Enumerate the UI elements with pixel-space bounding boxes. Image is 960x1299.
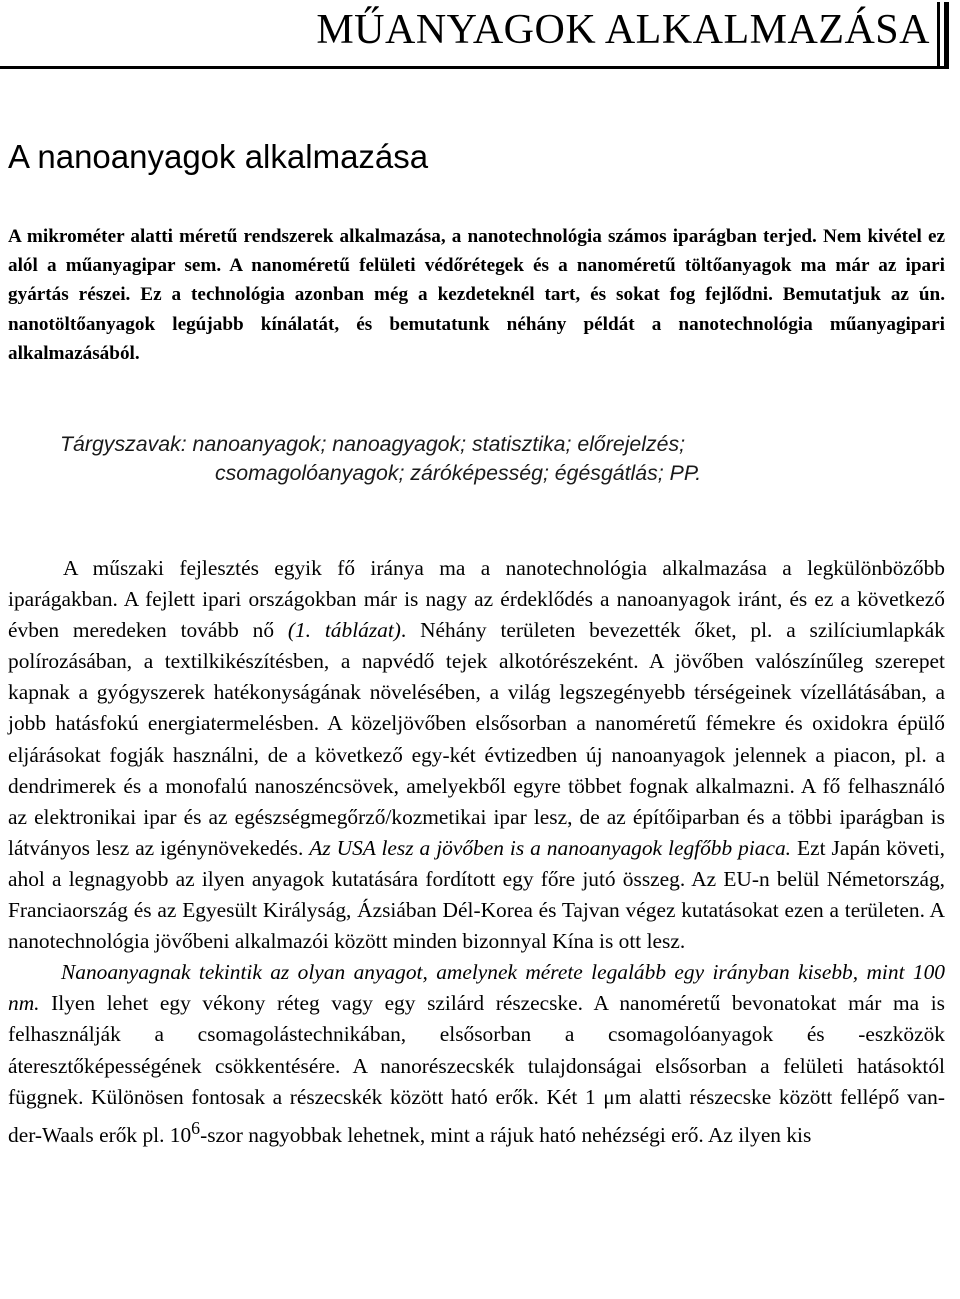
paragraph-2-text-b: m alatti részecske között fellépő van-der-Waals erők pl. 10 bbox=[8, 1084, 945, 1147]
header-bar-thick bbox=[944, 2, 949, 66]
header-rule bbox=[0, 66, 949, 69]
paragraph-1-text-a: A műszaki fejlesztés egyik fő iránya ma a nanotechnológia alkalmazása a legkülönbözőbb iparágakban. A fejlett ipari országokban már is nagy az érdeklődés a nanoanyagok iránt, és ez a következő évben meredeken tovább nő bbox=[8, 556, 945, 643]
paragraph-2 bbox=[8, 957, 945, 1151]
keywords-line-1: Tárgyszavak: nanoanyagok; nanoagyagok; statisztika; előrejelzés; bbox=[60, 432, 686, 456]
body-text bbox=[8, 553, 945, 1151]
paragraph-1-emphasis: Az USA lesz a jövőben is a nanoanyagok legfőbb piaca. bbox=[309, 835, 792, 860]
paragraph-2-text-c: -szor nagyobbak lehetnek, mint a rájuk ható nehézségi erő. Az ilyen kis bbox=[200, 1122, 812, 1147]
paragraph-2-definition: Nanoanyagnak tekintik az olyan anyagot, amelynek mérete legalább egy irányban kisebb, mint 100 nm. bbox=[8, 960, 945, 1016]
keywords-line-2: csomagolóanyagok; záróképesség; égésgátlás; PP. bbox=[215, 461, 702, 485]
running-header bbox=[0, 0, 960, 60]
article-title: A nanoanyagok alkalmazása bbox=[8, 138, 429, 175]
paragraph-1-text-c: Ezt Japán követi, ahol a legnagyobb az ilyen anyagok kutatására fordított egy főre jutó összeg. Az EU-n belül Németország, Franciaország és az Egyesült Királyság, Ázsiában Dél-Korea és Tajvan végez kutatásokat ezen a területen. A nanotechnológia jövőbeni alkalmazói között minden bizonnyal Kína is ott lesz. bbox=[8, 835, 945, 954]
exponent: 6 bbox=[191, 1117, 201, 1138]
abstract: A mikrométer alatti méretű rendszerek alkalmazása, a nanotechnológia számos iparágban terjed. Nem kivétel ez alól a műanyagipar sem. A nanoméretű felületi védőrétegek és a nanoméretű töltőanyagok ma már az ipari gyártás részei. Ez a technológia azonban még a kezdeteknél tart, és sokat fog fejlődni. Bemutatjuk az ún. nanotöltőanyagok legújabb kínálatát, és bemutatunk néhány példát a nanotechnológia műanyagipari alkalmazásából. bbox=[8, 226, 945, 364]
running-header-title: MŰANYAGOK ALKALMAZÁSA bbox=[316, 7, 930, 53]
keywords bbox=[60, 430, 900, 488]
header-bar-thin bbox=[937, 2, 940, 66]
paragraph-1 bbox=[8, 553, 945, 957]
paragraph-1-text-b: . Néhány területen bevezették őket, pl. a szilíciumlapkák polírozásában, a textilkikészítésben, a napvédő tejek alkotórészeként. A jövőben valószínűleg szerepet kapnak a gyógyszerek hatékonyságának növelésében, a világ legszegényebb térségeinek vízellátásában, a jobb hatásfokú energiatermelésben. A közeljövőben elsősorban a nanoméretű fémekre és oxidokra épülő eljárásokat fogják használni, de a következő egy-két évtizedben új nanoanyagok jelennek a piacon, pl. a dendrimerek és a monofalú nanoszéncsövek, amelyekből egyre többet fognak alkalmazni. A fő felhasználó az elektronikai ipar és az egészségmegőrző/kozmetikai ipar lesz, de az építőiparban és a többi iparágban is látványos lesz az igénynövekedés. bbox=[8, 618, 945, 860]
table-reference: (1. táblázat) bbox=[287, 618, 401, 643]
micro-symbol: μ bbox=[603, 1084, 615, 1109]
paragraph-2-text-a: Ilyen lehet egy vékony réteg vagy egy szilárd részecske. A nanoméretű bevonatokat már ma is felhasználják a csomagolástechnikában, elsősorban a csomagolóanyagok és -eszközök áteresztőképességének csökkentésére. A nanorészecskék tulajdonságai elsősorban a felületi hatásoktól függnek. Különösen fontosak a részecskék között ható erők. Két 1 bbox=[8, 991, 945, 1109]
